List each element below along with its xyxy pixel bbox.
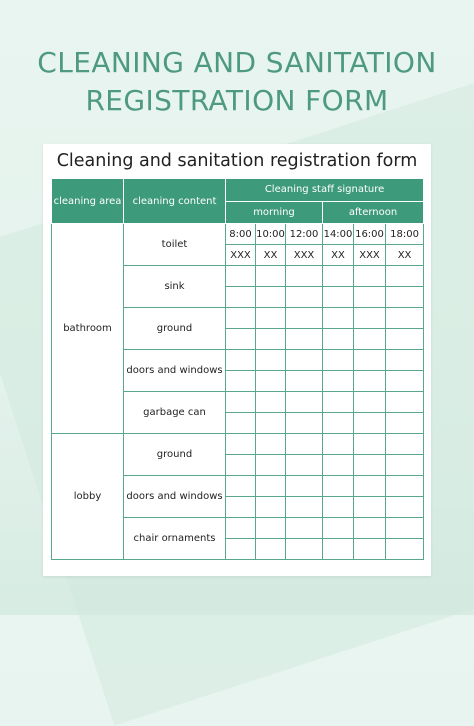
content-cell: doors and windows <box>124 350 226 392</box>
signature-cell[interactable] <box>226 476 256 497</box>
banner-title <box>0 44 474 120</box>
signature-cell[interactable] <box>323 371 354 392</box>
signature-cell[interactable] <box>386 371 424 392</box>
signature-cell[interactable] <box>386 308 424 329</box>
signature-cell[interactable] <box>323 434 354 455</box>
signature-cell[interactable] <box>226 518 256 539</box>
signature-cell[interactable] <box>354 287 386 308</box>
signature-cell[interactable] <box>286 476 323 497</box>
content-cell: ground <box>124 308 226 350</box>
signature-cell[interactable] <box>323 476 354 497</box>
signature-cell[interactable] <box>226 539 256 560</box>
signature-cell[interactable] <box>286 392 323 413</box>
signature-cell[interactable] <box>386 287 424 308</box>
signature-cell[interactable] <box>226 287 256 308</box>
signature-cell[interactable] <box>256 350 286 371</box>
signature-cell[interactable] <box>286 287 323 308</box>
signature-cell[interactable] <box>286 266 323 287</box>
signature-cell[interactable]: XXX <box>354 245 386 266</box>
signature-cell[interactable] <box>323 413 354 434</box>
signature-cell[interactable] <box>354 434 386 455</box>
signature-cell[interactable]: XXX <box>226 245 256 266</box>
signature-cell[interactable] <box>323 266 354 287</box>
signature-cell[interactable] <box>286 371 323 392</box>
signature-cell[interactable] <box>256 518 286 539</box>
signature-cell[interactable] <box>226 371 256 392</box>
signature-cell[interactable] <box>256 455 286 476</box>
signature-cell[interactable] <box>256 497 286 518</box>
signature-cell[interactable] <box>323 329 354 350</box>
signature-cell[interactable] <box>256 413 286 434</box>
signature-cell[interactable]: XX <box>386 245 424 266</box>
signature-cell[interactable] <box>354 308 386 329</box>
content-cell: toilet <box>124 224 226 266</box>
area-cell: bathroom <box>52 224 124 434</box>
area-cell: lobby <box>52 434 124 560</box>
signature-cell[interactable] <box>386 266 424 287</box>
signature-cell[interactable] <box>386 350 424 371</box>
content-cell: doors and windows <box>124 476 226 518</box>
time-cell: 14:00 <box>323 224 354 245</box>
sheet-title: Cleaning and sanitation registration form <box>56 151 418 171</box>
time-cell: 12:00 <box>286 224 323 245</box>
time-cell: 10:00 <box>256 224 286 245</box>
banner-title-line-1: CLEANING AND SANITATION <box>37 46 437 79</box>
signature-cell[interactable] <box>286 518 323 539</box>
signature-cell[interactable] <box>226 266 256 287</box>
signature-cell[interactable] <box>226 455 256 476</box>
signature-cell[interactable] <box>386 392 424 413</box>
signature-cell[interactable] <box>323 539 354 560</box>
table-row <box>52 434 424 455</box>
time-cell: 8:00 <box>226 224 256 245</box>
signature-cell[interactable] <box>386 413 424 434</box>
signature-cell[interactable] <box>354 497 386 518</box>
signature-cell[interactable] <box>256 266 286 287</box>
content-cell: ground <box>124 434 226 476</box>
signature-cell[interactable]: XX <box>256 245 286 266</box>
signature-cell[interactable] <box>323 287 354 308</box>
signature-cell[interactable] <box>386 497 424 518</box>
content-cell: sink <box>124 266 226 308</box>
signature-cell[interactable] <box>354 371 386 392</box>
signature-cell[interactable] <box>256 392 286 413</box>
signature-cell[interactable] <box>226 413 256 434</box>
signature-cell[interactable] <box>256 329 286 350</box>
signature-cell[interactable] <box>323 308 354 329</box>
signature-cell[interactable] <box>226 308 256 329</box>
signature-cell[interactable] <box>256 476 286 497</box>
table-body <box>52 179 424 560</box>
signature-cell[interactable] <box>386 434 424 455</box>
registration-table <box>51 178 424 560</box>
signature-cell[interactable] <box>256 371 286 392</box>
signature-cell[interactable] <box>286 413 323 434</box>
signature-cell[interactable] <box>386 539 424 560</box>
signature-cell[interactable] <box>286 308 323 329</box>
header-cleaning-content: cleaning content <box>124 179 226 224</box>
signature-cell[interactable] <box>323 518 354 539</box>
signature-cell[interactable] <box>386 476 424 497</box>
header-morning: morning <box>226 201 323 224</box>
signature-cell[interactable] <box>354 350 386 371</box>
header-afternoon: afternoon <box>323 201 424 224</box>
header-cleaning-area: cleaning area <box>52 179 124 224</box>
signature-cell[interactable] <box>354 539 386 560</box>
signature-cell[interactable] <box>286 329 323 350</box>
signature-cell[interactable] <box>226 497 256 518</box>
signature-cell[interactable] <box>286 350 323 371</box>
signature-cell[interactable] <box>354 476 386 497</box>
signature-cell[interactable] <box>286 434 323 455</box>
signature-cell[interactable] <box>226 350 256 371</box>
signature-cell[interactable] <box>226 392 256 413</box>
signature-cell[interactable]: XX <box>323 245 354 266</box>
signature-cell[interactable] <box>323 350 354 371</box>
form-sheet <box>43 144 431 576</box>
header-row-1 <box>52 179 424 202</box>
signature-cell[interactable] <box>226 329 256 350</box>
signature-cell[interactable] <box>354 518 386 539</box>
header-signature: Cleaning staff signature <box>226 179 424 202</box>
signature-cell[interactable] <box>286 497 323 518</box>
signature-cell[interactable] <box>323 392 354 413</box>
signature-cell[interactable] <box>386 518 424 539</box>
signature-cell[interactable] <box>354 329 386 350</box>
signature-cell[interactable] <box>354 266 386 287</box>
signature-cell[interactable] <box>256 287 286 308</box>
signature-cell[interactable] <box>286 455 323 476</box>
signature-cell[interactable] <box>386 329 424 350</box>
signature-cell[interactable] <box>256 308 286 329</box>
signature-cell[interactable] <box>286 539 323 560</box>
content-cell: chair ornaments <box>124 518 226 560</box>
signature-cell[interactable] <box>323 497 354 518</box>
signature-cell[interactable] <box>354 392 386 413</box>
signature-cell[interactable] <box>354 455 386 476</box>
signature-cell[interactable] <box>354 413 386 434</box>
time-cell: 16:00 <box>354 224 386 245</box>
content-cell: garbage can <box>124 392 226 434</box>
banner-title-line-2: REGISTRATION FORM <box>85 84 389 117</box>
signature-cell[interactable] <box>256 434 286 455</box>
signature-cell[interactable] <box>323 455 354 476</box>
table-row <box>52 224 424 245</box>
signature-cell[interactable]: XXX <box>286 245 323 266</box>
time-cell: 18:00 <box>386 224 424 245</box>
signature-cell[interactable] <box>256 539 286 560</box>
signature-cell[interactable] <box>386 455 424 476</box>
signature-cell[interactable] <box>226 434 256 455</box>
